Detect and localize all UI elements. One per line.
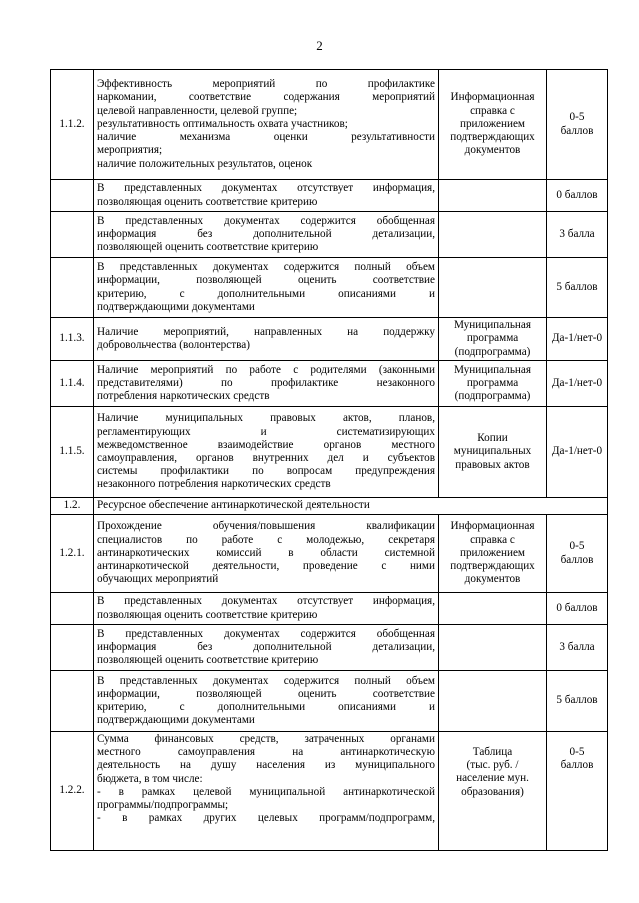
table-row: [51, 361, 608, 407]
row-number: 1.2.2.: [51, 732, 94, 851]
table-row: [51, 258, 608, 318]
table-row: [51, 732, 608, 851]
source-document: Таблица (тыс. руб. / население мун. образования): [439, 732, 547, 851]
source-document: [439, 671, 547, 732]
criterion-description: В представленных документах содержится полный объем информации, позволяющей оценить соответствие критерию, с дополнительными описаниями и подтверждающими документами: [94, 258, 439, 318]
criterion-description: В представленных документах отсутствует информация, позволяющая оценить соответствие критерию: [94, 593, 439, 625]
section-row: [51, 498, 608, 515]
source-document: Информационная справка с приложением подтверждающих документов: [439, 70, 547, 180]
table-row: [51, 671, 608, 732]
score: 0-5 баллов: [547, 70, 608, 180]
page-number: 2: [316, 38, 323, 53]
section-number: 1.2.: [51, 498, 94, 515]
table-row: [51, 625, 608, 671]
score: 3 балла: [547, 212, 608, 258]
criteria-table: [50, 69, 608, 851]
source-document: [439, 180, 547, 212]
row-number: [51, 671, 94, 732]
source-document: Муниципальная программа (подпрограмма): [439, 361, 547, 407]
criterion-description: В представленных документах отсутствует информация, позволяющая оценить соответствие критерию: [94, 180, 439, 212]
table-row: [51, 180, 608, 212]
score: 0 баллов: [547, 180, 608, 212]
score: 5 баллов: [547, 258, 608, 318]
score: Да-1/нет-0: [547, 407, 608, 498]
source-document: Муниципальная программа (подпрограмма): [439, 318, 547, 361]
source-document: [439, 258, 547, 318]
table-row: [51, 212, 608, 258]
criterion-description: Сумма финансовых средств, затраченных органами местного самоуправления на антинаркотическую деятельность на душу населения из муниципального бюджета, в том числе: - в рамках целевой муниципальной антинаркотической программы/подпрограммы; - в рамках других целевых программ/подпрограмм,: [94, 732, 439, 851]
criterion-description: Эффективность мероприятий по профилактике наркомании, соответствие содержания мероприятий целевой направленности, целевой группе; результативность оптимальность охвата участников; наличие механизма оценки результативности мероприятия; наличие положительных результатов, оценок: [94, 70, 439, 180]
score: Да-1/нет-0: [547, 318, 608, 361]
row-number: 1.1.5.: [51, 407, 94, 498]
table-row: [51, 593, 608, 625]
criterion-description: Прохождение обучения/повышения квалификации специалистов по работе с молодежью, секретаря антинаркотических комиссий в области системной антинаркотической деятельности, проведение с ними обучающих мероприятий: [94, 515, 439, 593]
table-row: [51, 70, 608, 180]
row-number: [51, 593, 94, 625]
row-number: 1.1.2.: [51, 70, 94, 180]
row-number: 1.2.1.: [51, 515, 94, 593]
source-document: [439, 625, 547, 671]
row-number: [51, 180, 94, 212]
table-row: [51, 407, 608, 498]
row-number: [51, 212, 94, 258]
criterion-description: В представленных документах содержится полный объем информации, позволяющей оценить соответствие критерию, с дополнительными описаниями и подтверждающими документами: [94, 671, 439, 732]
criterion-description: В представленных документах содержится обобщенная информация без дополнительной детализации, позволяющей оценить соответствие критерию: [94, 625, 439, 671]
score: 0-5 баллов: [547, 732, 608, 851]
criterion-description: Наличие муниципальных правовых актов, планов, регламентирующих и систематизирующих межведомственное взаимодействие органов местного самоуправления, органов внутренних дел и субъектов системы профилактики по вопросам предупреждения незаконного потребления наркотических средств: [94, 407, 439, 498]
criterion-description: В представленных документах содержится обобщенная информация без дополнительной детализации, позволяющей оценить соответствие критерию: [94, 212, 439, 258]
source-document: Информационная справка с приложением подтверждающих документов: [439, 515, 547, 593]
score: Да-1/нет-0: [547, 361, 608, 407]
criterion-description: Наличие мероприятий, направленных на поддержку добровольчества (волонтерства): [94, 318, 439, 361]
source-document: Копии муниципальных правовых актов: [439, 407, 547, 498]
score: 3 балла: [547, 625, 608, 671]
row-number: 1.1.3.: [51, 318, 94, 361]
row-number: [51, 625, 94, 671]
table-row: [51, 318, 608, 361]
source-document: [439, 212, 547, 258]
score: 0 баллов: [547, 593, 608, 625]
criterion-description: Наличие мероприятий по работе с родителями (законными представителями) по профилактике незаконного потребления наркотических средств: [94, 361, 439, 407]
section-title: Ресурсное обеспечение антинаркотической деятельности: [94, 498, 608, 515]
score: 5 баллов: [547, 671, 608, 732]
source-document: [439, 593, 547, 625]
score: 0-5 баллов: [547, 515, 608, 593]
row-number: [51, 258, 94, 318]
table-row: [51, 515, 608, 593]
row-number: 1.1.4.: [51, 361, 94, 407]
